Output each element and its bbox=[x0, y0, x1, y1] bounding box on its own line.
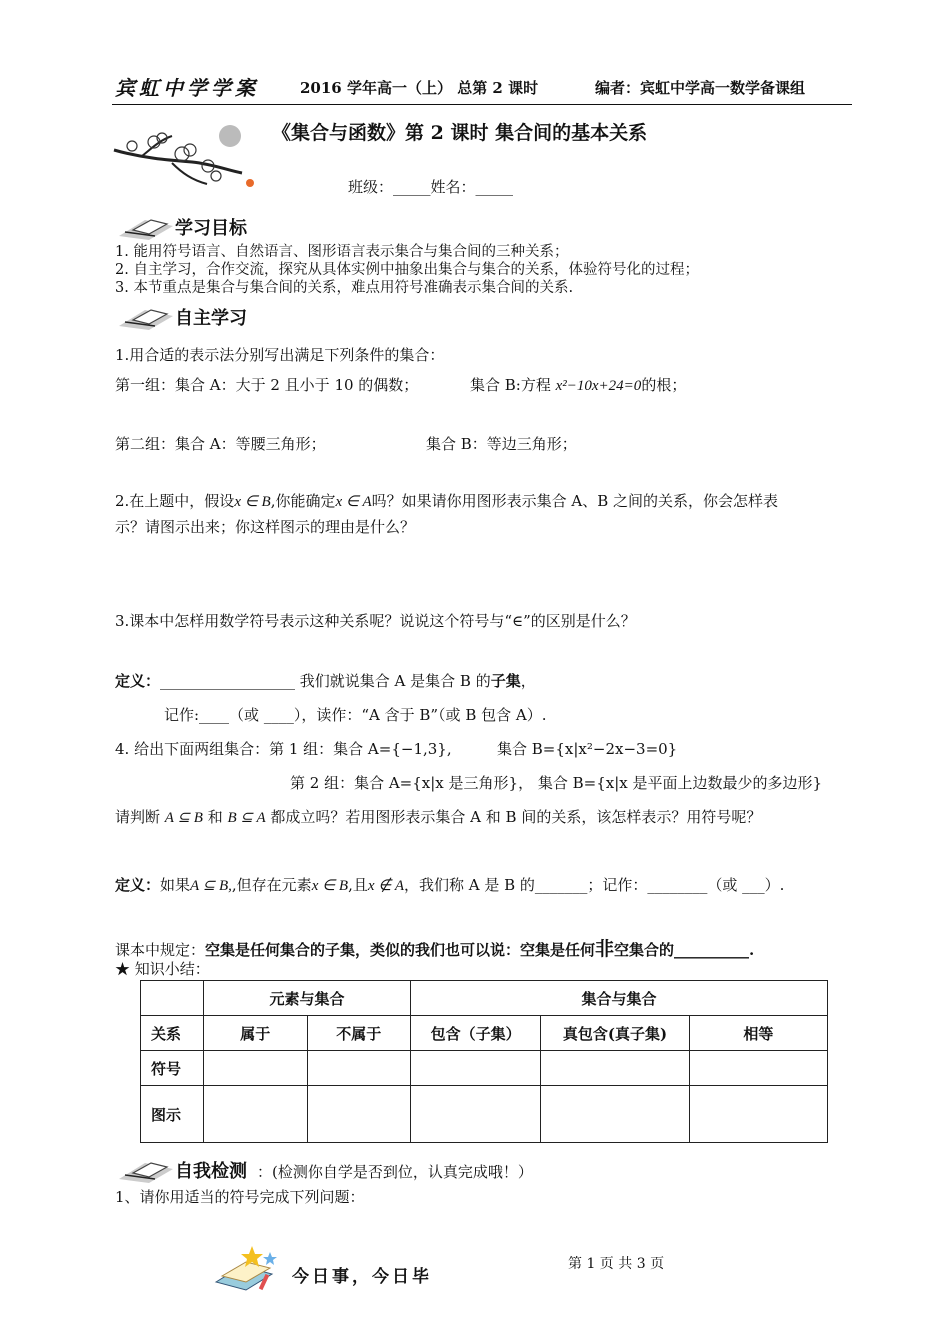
term-subset: 子集 bbox=[490, 672, 521, 690]
table-row bbox=[141, 1016, 828, 1051]
page-number: 第 1 页 共 3 页 bbox=[568, 1256, 665, 1272]
q2-text: 吗？如果请你用图形表示集合 A、B 之间的关系，你会怎样表 bbox=[371, 492, 779, 510]
section-self-check-title: 自我检测 bbox=[175, 1161, 247, 1182]
q4-text: 请判断 bbox=[115, 808, 161, 826]
fill-blank[interactable]: __________________ bbox=[160, 672, 296, 690]
table-column-header: 真包含(真子集) bbox=[541, 1016, 689, 1051]
section-self-check-subtitle: ：(检测你自学是否到位，认真完成哦！） bbox=[257, 1163, 533, 1181]
page-title: 《集合与函数》第 2 课时 集合间的基本关系 bbox=[272, 122, 648, 144]
question-3: 3.课本中怎样用数学符号表示这种关系呢？说说这个符号与“∈”的区别是什么？ bbox=[115, 612, 636, 630]
table-column-header: 关系 bbox=[141, 1016, 204, 1051]
section-goals-banner bbox=[115, 212, 315, 240]
summary-table bbox=[140, 980, 828, 1143]
table-row bbox=[141, 1051, 828, 1086]
goal-item: 2. 自主学习，合作交流，探究从具体实例中抽象出集合与集合的关系，体验符号化的过程； bbox=[115, 262, 699, 278]
group1-set-b-prefix: 集合 B:方程 bbox=[470, 376, 556, 394]
question-1: 1.用合适的表示法分别写出满足下列条件的集合： bbox=[115, 346, 445, 364]
definition-label: 定义： bbox=[115, 672, 161, 690]
table-group-header: 集合与集合 bbox=[411, 981, 828, 1016]
table-cell[interactable] bbox=[411, 1086, 541, 1143]
math-x-in-b: x ∈ B bbox=[234, 494, 271, 510]
table-row bbox=[141, 1086, 828, 1143]
q4-text: 和 bbox=[207, 808, 223, 826]
book-icon bbox=[115, 302, 177, 330]
class-name-line: 班级：_____姓名：_____ bbox=[348, 178, 514, 196]
group1-set-a: 第一组：集合 A：大于 2 且小于 10 的偶数； bbox=[115, 376, 419, 394]
table-column-header: 不属于 bbox=[307, 1016, 411, 1051]
question-4-line1: 4. 给出下面两组集合：第 1 组：集合 A={−1,3}, bbox=[115, 740, 452, 758]
math-a-subset-b: A ⊆ B, bbox=[190, 878, 232, 894]
table-column-header: 相等 bbox=[689, 1016, 827, 1051]
q2-text: 2.在上题中，假设 bbox=[115, 492, 235, 510]
table-cell[interactable] bbox=[307, 1086, 411, 1143]
table-cell[interactable] bbox=[689, 1086, 827, 1143]
group1-set-b-suffix: 的根； bbox=[641, 376, 687, 394]
table-row bbox=[141, 981, 828, 1016]
school-name: 宾虹中学学案 bbox=[115, 76, 259, 100]
book-icon bbox=[115, 212, 177, 240]
editor-info: 编者：宾虹中学高一数学备课组 bbox=[595, 79, 806, 97]
table-cell[interactable] bbox=[204, 1051, 308, 1086]
math-x-not-in-a: x ∉ A bbox=[367, 878, 404, 894]
rule-text: 空集是任何集合的子集，类似的我们也可以说：空集是任何 bbox=[205, 941, 596, 959]
question-4-line1-b: 集合 B={x|x²−2x−3=0} bbox=[497, 740, 678, 758]
course-info: 2016 学年高一（上） 总第 2 课时 bbox=[300, 79, 539, 97]
section-goals-title: 学习目标 bbox=[175, 218, 247, 239]
math-b-subset-a: B ⊆ A bbox=[227, 810, 266, 826]
goal-item: 3. 本节重点是集合与集合间的关系，难点用符号准确表示集合间的关系. bbox=[115, 280, 574, 296]
summary-label: ★ 知识小结： bbox=[115, 960, 210, 978]
q2-text: ,你能确定 bbox=[270, 492, 336, 510]
empty-set-rule bbox=[115, 934, 754, 961]
footer-motto: 今日事，今日毕 bbox=[292, 1267, 432, 1287]
table-row-header: 图示 bbox=[141, 1086, 204, 1143]
q4-text: 都成立吗？若用图形表示集合 A 和 B 间的关系，该怎样表示？用符号呢？ bbox=[270, 808, 762, 826]
math-x-in-b: x ∈ B bbox=[311, 878, 349, 894]
quadratic-equation: x²−10x+24=0 bbox=[555, 378, 642, 394]
notation-line: 记作:____（或 ____），读作：“A 含于 B”（或 B 包含 A）. bbox=[164, 706, 547, 724]
math-a-subset-b: A ⊆ B bbox=[164, 810, 203, 826]
definition-text: ， bbox=[520, 672, 536, 690]
rule-emphasis: 非 bbox=[595, 938, 615, 960]
definition-text: ，我们称 A 是 B 的_______；记作：________（或 ___）. bbox=[403, 876, 785, 894]
books-stars-icon bbox=[212, 1244, 280, 1294]
header-divider bbox=[112, 104, 852, 105]
section-self-study-banner bbox=[115, 302, 315, 330]
definition-label: 定义： bbox=[115, 876, 161, 894]
table-cell[interactable] bbox=[204, 1086, 308, 1143]
rule-text: 课本中规定： bbox=[115, 941, 206, 959]
goal-item: 1. 能用符号语言、自然语言、图形语言表示集合与集合间的三种关系； bbox=[115, 244, 569, 260]
section-self-check-banner bbox=[115, 1155, 715, 1183]
table-cell bbox=[141, 981, 204, 1016]
question-4-line3 bbox=[115, 806, 761, 827]
table-column-header: 包含（子集） bbox=[411, 1016, 541, 1051]
definition-subset bbox=[115, 670, 536, 691]
definition-text: ,但存在元素 bbox=[231, 876, 312, 894]
rule-text: 空集合的__________. bbox=[614, 941, 755, 959]
definition-text: ,且 bbox=[348, 876, 368, 894]
question-4-line2: 第 2 组：集合 A={x|x 是三角形}， 集合 B={x|x 是平面上边数最少的多边形} bbox=[290, 774, 823, 792]
table-cell[interactable] bbox=[541, 1086, 689, 1143]
group2-set-b: 集合 B：等边三角形； bbox=[426, 435, 577, 453]
question-2-line1 bbox=[115, 490, 778, 511]
group1-set-b bbox=[470, 374, 686, 395]
group2-set-a: 第二组：集合 A：等腰三角形； bbox=[115, 435, 326, 453]
table-cell[interactable] bbox=[541, 1051, 689, 1086]
book-icon bbox=[115, 1155, 177, 1183]
definition-text: 如果 bbox=[160, 876, 191, 894]
plum-blossom-illustration bbox=[112, 118, 262, 198]
table-column-header: 属于 bbox=[204, 1016, 308, 1051]
table-cell[interactable] bbox=[307, 1051, 411, 1086]
math-x-in-a: x ∈ A bbox=[335, 494, 372, 510]
definition-proper-subset bbox=[115, 874, 784, 895]
check-question-1: 1、请你用适当的符号完成下列问题： bbox=[115, 1188, 365, 1206]
table-cell[interactable] bbox=[689, 1051, 827, 1086]
question-2-line2: 示？请图示出来；你这样图示的理由是什么？ bbox=[115, 518, 416, 536]
table-row-header: 符号 bbox=[141, 1051, 204, 1086]
section-self-study-title: 自主学习 bbox=[175, 308, 247, 329]
definition-text: 我们就说集合 A 是集合 B 的 bbox=[295, 672, 491, 690]
table-group-header: 元素与集合 bbox=[204, 981, 411, 1016]
table-cell[interactable] bbox=[411, 1051, 541, 1086]
